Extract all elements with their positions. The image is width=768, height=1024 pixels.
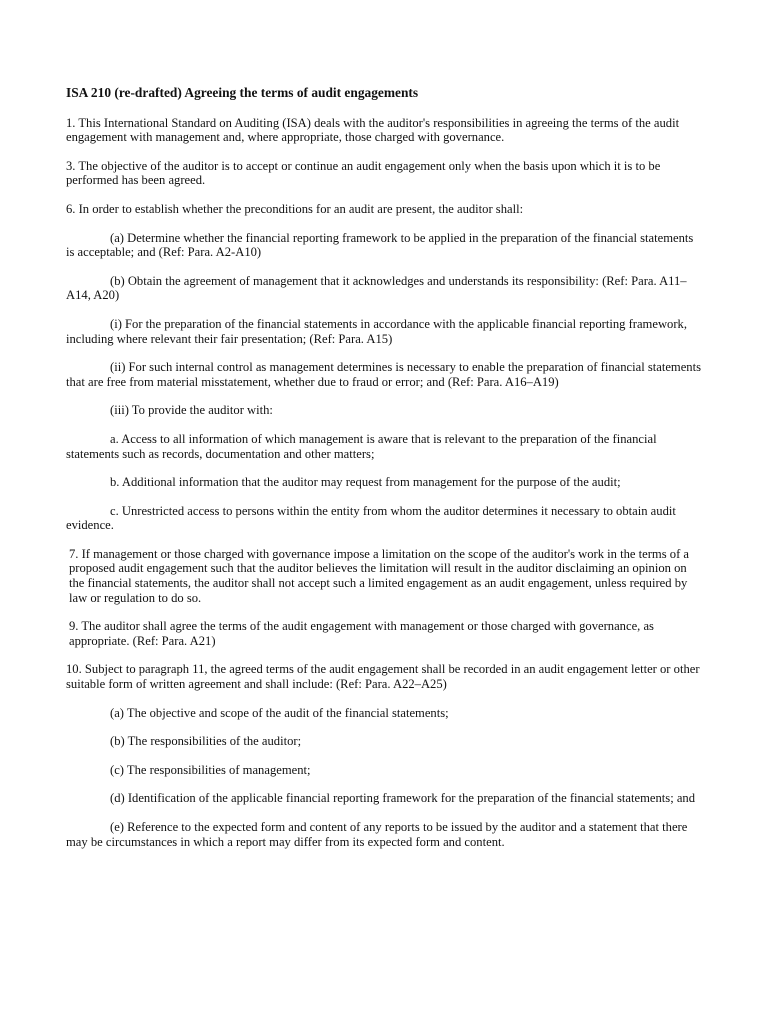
paragraph-7: 7. If management or those charged with governance impose a limitation on the scope of the auditor's work in the terms of a proposed audit engagement such that the auditor believes the limitation will result in the auditor disclaiming an opinion on the financial statements, the auditor shall not accept such a limited engagement as an audit engagement, unless required by law or regulation to do so.: [69, 546, 690, 605]
paragraph-10a: (a) The objective and scope of the audit of the financial statements;: [110, 705, 449, 720]
paragraph-6b-iii-b: b. Additional information that the auditor may request from management for the purpose of the audit;: [110, 475, 621, 490]
paragraph-6b-iii: (iii) To provide the auditor with:: [110, 403, 273, 418]
paragraph-6b: (b) Obtain the agreement of management that it acknowledges and understands its responsibility: (Ref: Para. A11–A14, A20): [66, 273, 687, 303]
paragraph-3: 3. The objective of the auditor is to accept or continue an audit engagement only when the basis upon which it is to be performed has been agreed.: [66, 158, 661, 188]
paragraph-6b-i: (i) For the preparation of the financial statements in accordance with the applicable financial reporting framework, including where relevant their fair presentation; (Ref: Para. A15): [66, 316, 687, 346]
paragraph-10b: (b) The responsibilities of the auditor;: [110, 734, 302, 749]
paragraph-6b-iii-c: c. Unrestricted access to persons within the entity from whom the auditor determines it necessary to obtain audit evidence.: [66, 503, 676, 533]
paragraph-6b-ii: (ii) For such internal control as management determines is necessary to enable the preparation of financial statements that are free from material misstatement, whether due to fraud or error; and (Ref: Para. A16–A19): [66, 360, 701, 389]
paragraph-6b-iii-a: a. Access to all information of which management is aware that is relevant to the preparation of the financial statements such as records, documentation and other matters;: [66, 431, 657, 461]
paragraph-10d: (d) Identification of the applicable financial reporting framework for the preparation of the financial statements; and: [110, 791, 696, 806]
paragraph-6: 6. In order to establish whether the preconditions for an audit are present, the auditor shall:: [66, 201, 524, 216]
paragraph-9: 9. The auditor shall agree the terms of the audit engagement with management or those charged with governance, as appropriate. (Ref: Para. A21): [69, 619, 654, 648]
paragraph-10: 10. Subject to paragraph 11, the agreed terms of the audit engagement shall be recorded in an audit engagement letter or other suitable form of written agreement and shall include: (Ref: Para. A22–A25): [66, 662, 700, 692]
document-title: ISA 210 (re-drafted) Agreeing the terms of audit engagements: [66, 85, 419, 100]
paragraph-6a: (a) Determine whether the financial reporting framework to be applied in the preparation of the financial statements is acceptable; and (Ref: Para. A2-A10): [66, 230, 694, 260]
paragraph-10c: (c) The responsibilities of management;: [110, 762, 311, 777]
document-page: [66, 86, 702, 863]
paragraph-1: 1. This International Standard on Auditing (ISA) deals with the auditor's responsibilities in agreeing the terms of the audit engagement with management and, where appropriate, those charged with governance.: [66, 115, 680, 145]
paragraph-10e: (e) Reference to the expected form and content of any reports to be issued by the auditor and a statement that there may be circumstances in which a report may differ from its expected form and content.: [66, 820, 688, 849]
